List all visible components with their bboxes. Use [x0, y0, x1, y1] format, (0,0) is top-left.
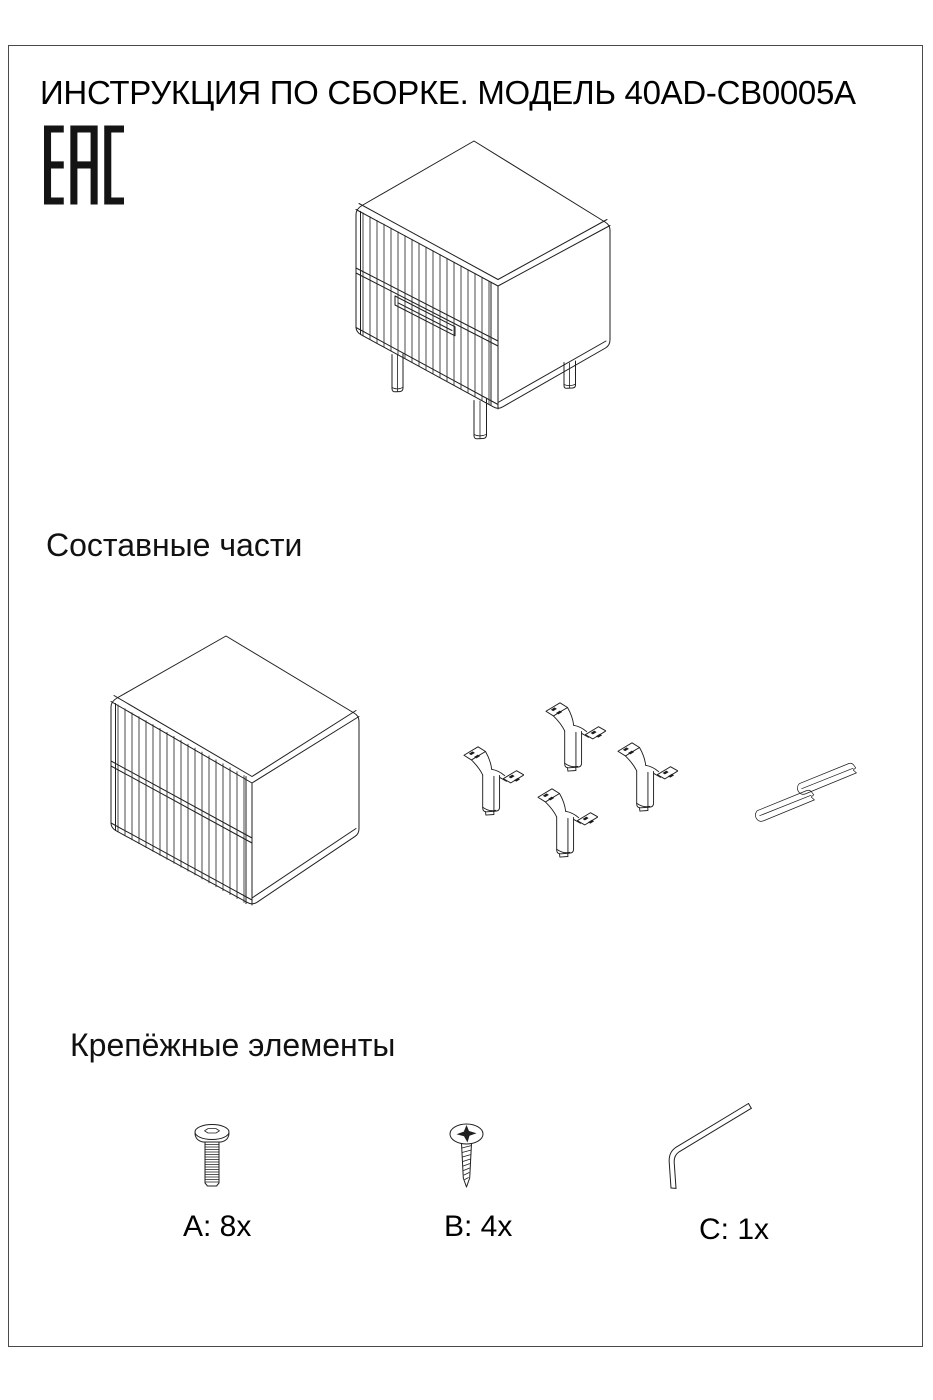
screw-icon: [447, 1121, 487, 1193]
fastener-a-label: A: 8x: [183, 1210, 252, 1243]
fasteners-section-heading: Крепёжные элементы: [70, 1027, 396, 1063]
hex-key-icon: [663, 1100, 763, 1192]
fastener-c-label: C: 1x: [699, 1213, 770, 1246]
fastener-b-label: B: 4x: [444, 1210, 513, 1243]
leg-drawing: [616, 740, 678, 815]
drawer-handle-detail: [395, 296, 455, 336]
nightstand-assembled-drawing: [338, 133, 648, 458]
cabinet-body-drawing: [94, 628, 374, 918]
leg-drawing: [462, 744, 524, 819]
parts-section-heading: Составные части: [46, 527, 303, 563]
leg-drawing: [536, 786, 598, 861]
leg-drawing: [544, 700, 606, 775]
bolt-icon: [191, 1121, 235, 1193]
eac-certification-mark-icon: [44, 124, 124, 206]
document-title: ИНСТРУКЦИЯ ПО СБОРКЕ. МОДЕЛЬ 40AD-CB0005A: [40, 74, 856, 111]
drawer-handle-drawing: [750, 787, 822, 825]
